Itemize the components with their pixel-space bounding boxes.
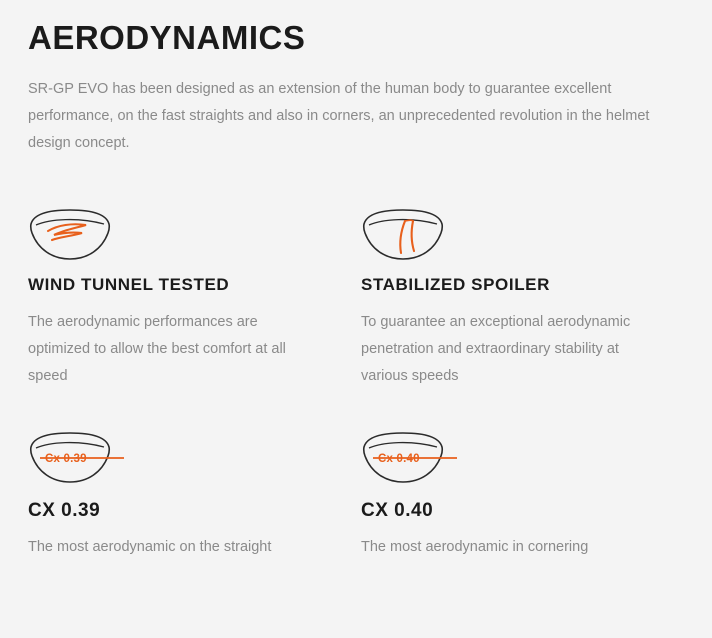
intro-paragraph: SR-GP EVO has been designed as an extension of the human body to guarantee excellent performance, on the fast straights and also in corners, an unprecedented revolution in the helmet design concept. xyxy=(28,81,650,151)
feature-title: WIND TUNNEL TESTED xyxy=(28,275,230,294)
helmet-spoiler-icon xyxy=(361,209,660,265)
feature-description: To guarantee an exceptional aerodynamic penetration and extraordinary stability at various speeds xyxy=(361,314,631,384)
feature-card-cx-039 xyxy=(28,432,361,561)
cx-strike-label: Cx 0.39 xyxy=(45,453,87,465)
feature-card-wind-tunnel xyxy=(28,209,361,390)
cx-strike-label: Cx 0.40 xyxy=(378,453,420,465)
feature-description: The most aerodynamic in cornering xyxy=(361,539,589,555)
feature-card-stabilized-spoiler xyxy=(361,209,694,390)
helmet-cx-039-icon xyxy=(28,432,327,488)
features-grid xyxy=(28,209,684,561)
feature-title: CX 0.39 xyxy=(28,500,101,521)
feature-title: STABILIZED SPOILER xyxy=(361,275,550,294)
helmet-cx-040-icon xyxy=(361,432,660,488)
feature-card-cx-040 xyxy=(361,432,694,561)
feature-description: The aerodynamic performances are optimized to allow the best comfort at all speed xyxy=(28,314,286,384)
page-title: AERODYNAMICS xyxy=(28,19,306,56)
feature-title: CX 0.40 xyxy=(361,500,434,521)
helmet-airflow-icon xyxy=(28,209,327,265)
feature-description: The most aerodynamic on the straight xyxy=(28,539,272,555)
